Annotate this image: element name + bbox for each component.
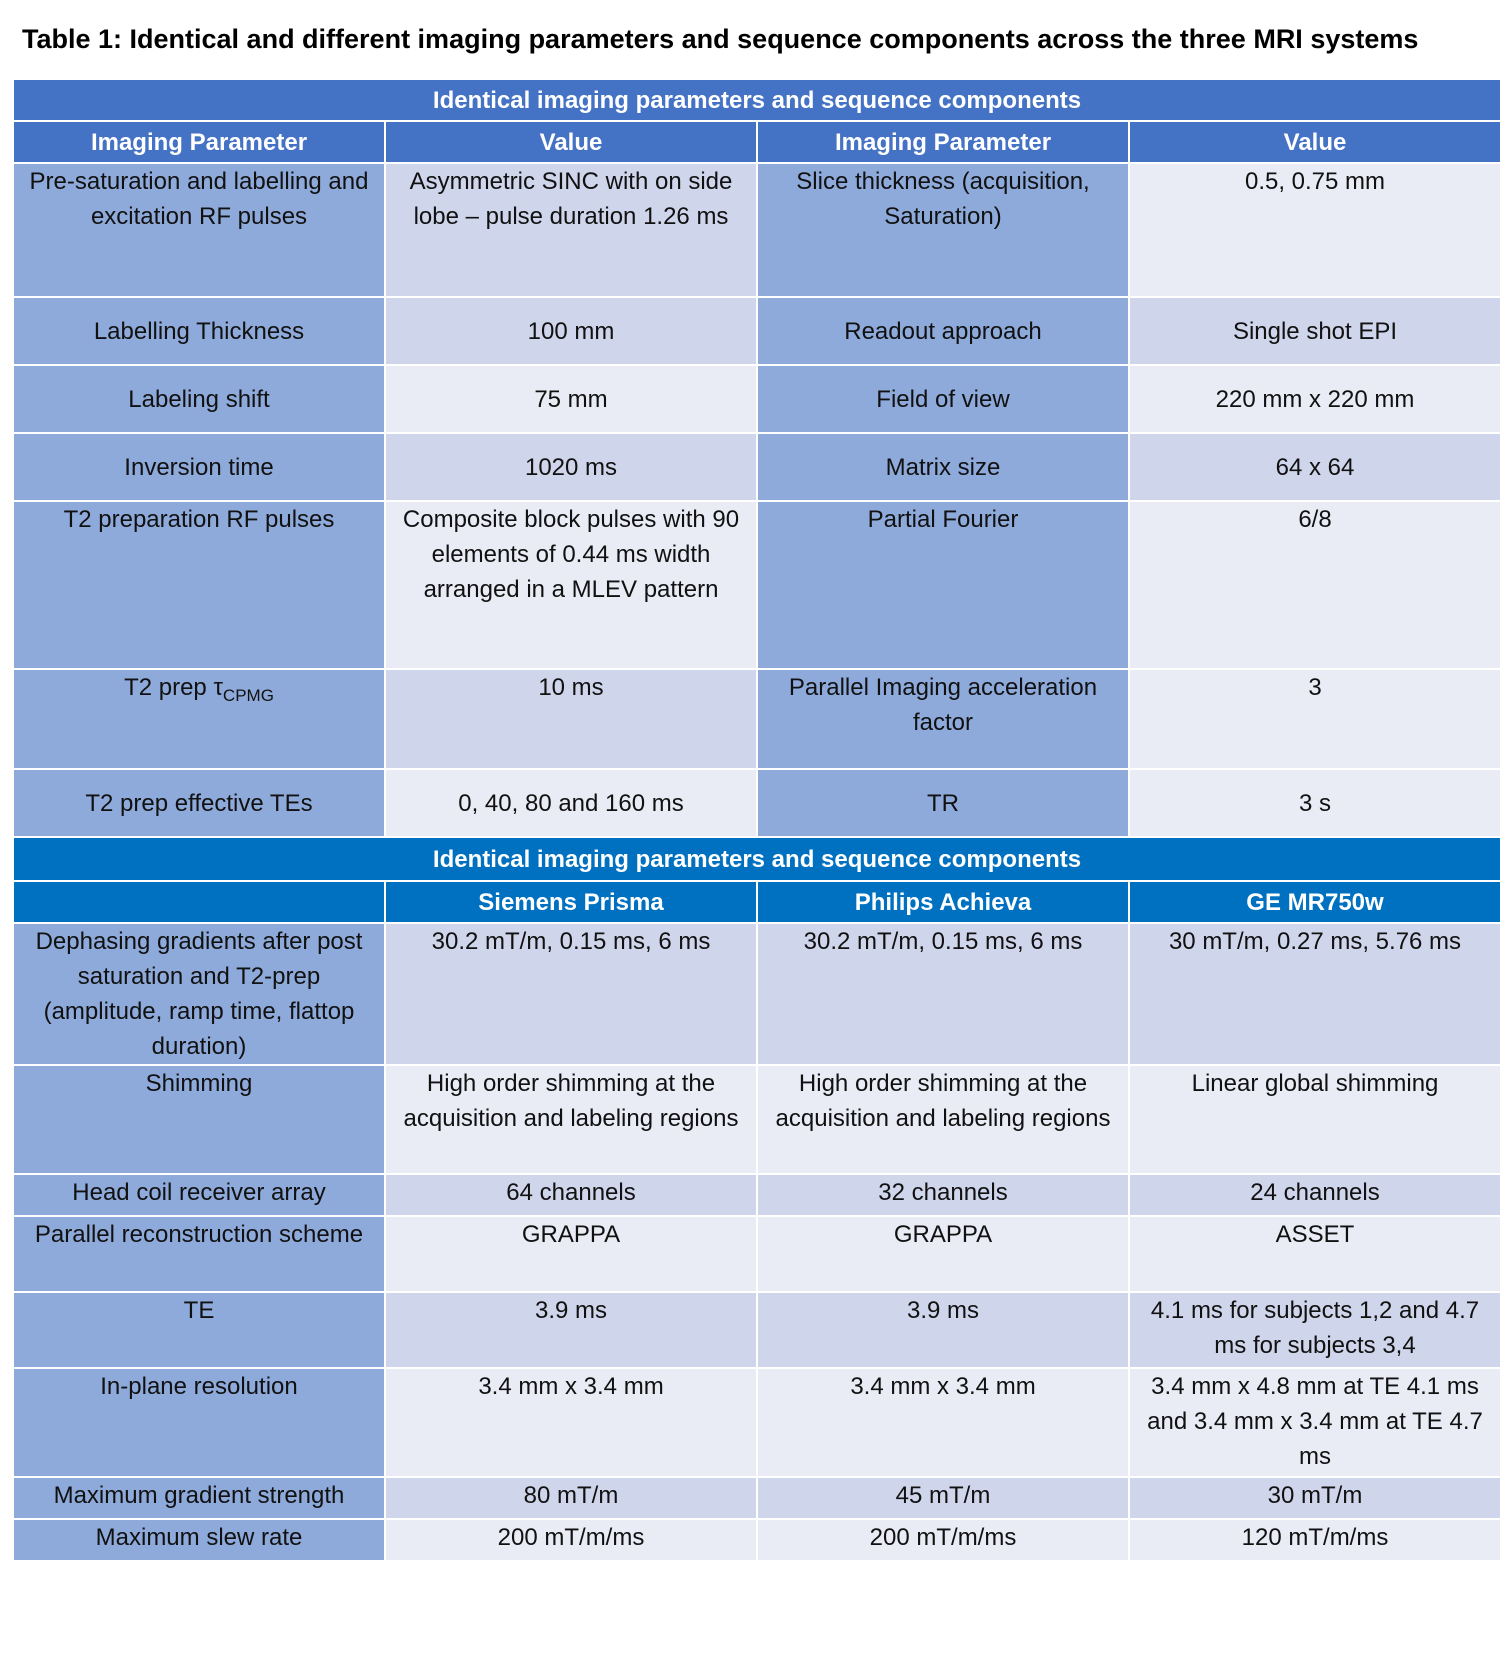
table-row [13, 1216, 1501, 1292]
param-cell: Inversion time [13, 433, 385, 501]
section2-title: Identical imaging parameters and sequence components [13, 837, 1501, 881]
table-row [13, 923, 1501, 1065]
param-cell: T2 prep effective TEs [13, 769, 385, 837]
siemens-cell: 3.9 ms [385, 1292, 757, 1368]
param-cell: Pre-saturation and labelling and excitation RF pulses [13, 163, 385, 297]
table-row [13, 1477, 1501, 1519]
philips-cell: 3.4 mm x 3.4 mm [757, 1368, 1129, 1477]
table-row [13, 1174, 1501, 1216]
value-cell: Single shot EPI [1129, 297, 1501, 365]
param-cell: Shimming [13, 1065, 385, 1174]
value-cell: 0.5, 0.75 mm [1129, 163, 1501, 297]
philips-cell: 30.2 mT/m, 0.15 ms, 6 ms [757, 923, 1129, 1065]
header-ge-mr750w: GE MR750w [1129, 881, 1501, 923]
header-value-2: Value [1129, 121, 1501, 163]
ge-cell: 30 mT/m, 0.27 ms, 5.76 ms [1129, 923, 1501, 1065]
section1-title: Identical imaging parameters and sequence components [13, 79, 1501, 121]
table-row [13, 669, 1501, 769]
table-row [13, 1065, 1501, 1174]
ge-cell: 4.1 ms for subjects 1,2 and 4.7 ms for subjects 3,4 [1129, 1292, 1501, 1368]
param-cell: Maximum gradient strength [13, 1477, 385, 1519]
param-cell: Matrix size [757, 433, 1129, 501]
param-cell: Head coil receiver array [13, 1174, 385, 1216]
param-cell: Maximum slew rate [13, 1519, 385, 1561]
ge-cell: 3.4 mm x 4.8 mm at TE 4.1 ms and 3.4 mm x 3.4 mm at TE 4.7 ms [1129, 1368, 1501, 1477]
table-row [13, 1292, 1501, 1368]
siemens-cell: 80 mT/m [385, 1477, 757, 1519]
header-philips-achieva: Philips Achieva [757, 881, 1129, 923]
param-cell: TE [13, 1292, 385, 1368]
tau-subscript: CPMG [222, 686, 274, 705]
value-cell: 10 ms [385, 669, 757, 769]
siemens-cell: GRAPPA [385, 1216, 757, 1292]
philips-cell: 45 mT/m [757, 1477, 1129, 1519]
param-cell: TR [757, 769, 1129, 837]
value-cell: 3 s [1129, 769, 1501, 837]
param-cell: In-plane resolution [13, 1368, 385, 1477]
value-cell: 64 x 64 [1129, 433, 1501, 501]
param-cell: Dephasing gradients after post saturation and T2-prep (amplitude, ramp time, flattop duration) [13, 923, 385, 1065]
header-siemens-prisma: Siemens Prisma [385, 881, 757, 923]
param-cell: Labelling Thickness [13, 297, 385, 365]
siemens-cell: 64 channels [385, 1174, 757, 1216]
value-cell: 220 mm x 220 mm [1129, 365, 1501, 433]
siemens-cell: 30.2 mT/m, 0.15 ms, 6 ms [385, 923, 757, 1065]
param-cell: Labeling shift [13, 365, 385, 433]
header-blank [13, 881, 385, 923]
header-imaging-parameter-2: Imaging Parameter [757, 121, 1129, 163]
param-cell: Readout approach [757, 297, 1129, 365]
table-row [13, 365, 1501, 433]
ge-cell: 120 mT/m/ms [1129, 1519, 1501, 1561]
param-cell: Parallel Imaging acceleration factor [757, 669, 1129, 769]
parameters-table [12, 78, 1502, 1562]
value-cell: 100 mm [385, 297, 757, 365]
philips-cell: GRAPPA [757, 1216, 1129, 1292]
param-cell: Parallel reconstruction scheme [13, 1216, 385, 1292]
value-cell: 75 mm [385, 365, 757, 433]
philips-cell: 3.9 ms [757, 1292, 1129, 1368]
ge-cell: ASSET [1129, 1216, 1501, 1292]
param-cell [13, 669, 385, 769]
table-row [13, 433, 1501, 501]
param-cell: T2 preparation RF pulses [13, 501, 385, 669]
philips-cell: 32 channels [757, 1174, 1129, 1216]
header-value-1: Value [385, 121, 757, 163]
ge-cell: 24 channels [1129, 1174, 1501, 1216]
param-cell: Partial Fourier [757, 501, 1129, 669]
siemens-cell: High order shimming at the acquisition and labeling regions [385, 1065, 757, 1174]
value-cell: 0, 40, 80 and 160 ms [385, 769, 757, 837]
philips-cell: High order shimming at the acquisition and labeling regions [757, 1065, 1129, 1174]
philips-cell: 200 mT/m/ms [757, 1519, 1129, 1561]
value-cell: Composite block pulses with 90 elements of 0.44 ms width arranged in a MLEV pattern [385, 501, 757, 669]
table-row [13, 1368, 1501, 1477]
param-cell: Field of view [757, 365, 1129, 433]
header-imaging-parameter-1: Imaging Parameter [13, 121, 385, 163]
table-row [13, 769, 1501, 837]
table-caption: Table 1: Identical and different imaging parameters and sequence components across the three MRI systems [22, 24, 1419, 54]
table-row [13, 163, 1501, 297]
value-cell: 3 [1129, 669, 1501, 769]
siemens-cell: 3.4 mm x 3.4 mm [385, 1368, 757, 1477]
value-cell: 6/8 [1129, 501, 1501, 669]
table-row [13, 297, 1501, 365]
value-cell: Asymmetric SINC with on side lobe – pulse duration 1.26 ms [385, 163, 757, 297]
tau-label: T2 prep τ [124, 674, 223, 701]
value-cell: 1020 ms [385, 433, 757, 501]
ge-cell: Linear global shimming [1129, 1065, 1501, 1174]
param-cell: Slice thickness (acquisition, Saturation) [757, 163, 1129, 297]
siemens-cell: 200 mT/m/ms [385, 1519, 757, 1561]
table-row [13, 501, 1501, 669]
table-row [13, 1519, 1501, 1561]
ge-cell: 30 mT/m [1129, 1477, 1501, 1519]
